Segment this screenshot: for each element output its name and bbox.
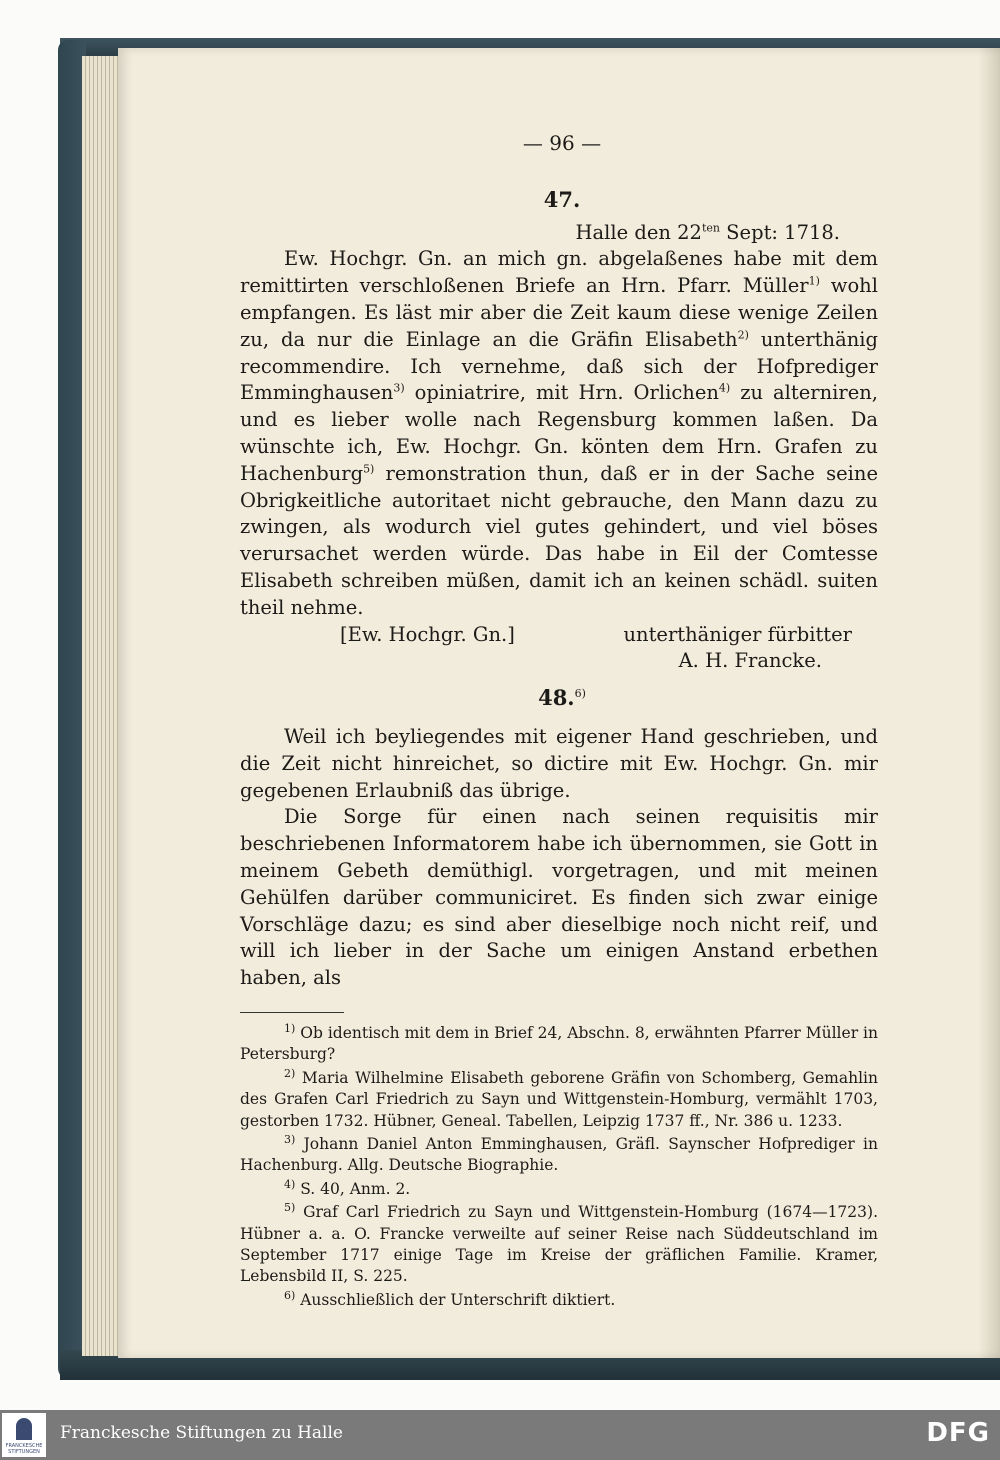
- page-shadow: [978, 48, 1000, 1358]
- footnote-mark: 6): [284, 1288, 296, 1302]
- footnote-mark: 4): [284, 1177, 296, 1191]
- page-edges: [82, 56, 122, 1356]
- footnote-mark: 3): [284, 1132, 296, 1146]
- text-segment: wohl empfangen. Es läst mir aber die Zeit kaum diese wenige Zeilen zu, da nur die Einlage an die Gräfin Elisabeth: [240, 274, 878, 351]
- letter-48-footnote-mark: 6): [574, 687, 586, 701]
- footnote-text: Graf Carl Friedrich zu Sayn und Wittgenstein-Homburg (1674—1723). Hübner a. a. O. Francke verweilte auf seiner Reise nach Süddeutschland im September 1717 einige Tage im Kreise der gräflichen Familie. Kramer, Lebensbild II, S. 225.: [240, 1203, 878, 1286]
- footnote-reference: 3): [393, 381, 405, 395]
- dfg-logo[interactable]: DFG: [926, 1418, 990, 1448]
- text-segment: unterthänig recommendire. Ich vernehme, daß sich der Hofprediger Emminghausen: [240, 327, 878, 405]
- letter-48-heading: [246, 685, 878, 712]
- footnote-text: S. 40, Anm. 2.: [295, 1179, 411, 1198]
- footnote-text: Ob identisch mit dem in Brief 24, Abschn. 8, erwähnten Pfarrer Müller in Petersburg?: [240, 1023, 878, 1064]
- footnote-mark: 1): [284, 1021, 296, 1035]
- letter-47-dateline: [240, 220, 878, 247]
- footnote: [240, 1179, 878, 1200]
- letter-47-heading: 47.: [543, 186, 581, 212]
- text-segment: opiniatrire, mit Hrn. Orlichen: [404, 381, 719, 405]
- text-segment: Ew. Hochgr. Gn. an mich gn. abgelaßenes habe mit dem remittirten verschloßenen Briefe an Hrn. Pfarr. Müller: [240, 247, 878, 298]
- footnotes: [240, 1023, 878, 1311]
- closing-formula: unterthäniger fürbitter: [623, 622, 852, 646]
- footnote-reference: 5): [363, 462, 375, 476]
- dateline-superscript: ten: [701, 221, 720, 235]
- letter-47-signature: A. H. Francke.: [678, 649, 822, 673]
- dateline-place: Halle den 22: [575, 220, 702, 244]
- page-number: — 96 —: [522, 131, 602, 155]
- letter-47-closing: [240, 622, 878, 649]
- footnote: [240, 1202, 878, 1288]
- footnote: [240, 1134, 878, 1177]
- footnote-reference: 1): [808, 274, 820, 288]
- dateline-date: Sept: 1718.: [719, 220, 840, 244]
- viewer-footer-bar: [0, 1410, 1000, 1460]
- footnote-text: Johann Daniel Anton Emminghausen, Gräfl. Saynscher Hofprediger in Hachenburg. Allg. Deutsche Biographie.: [240, 1134, 878, 1175]
- footnote-rule: [240, 1012, 344, 1013]
- letter-48-paragraph-2: Die Sorge für einen nach seinen requisitis mir beschriebenen Informatorem habe ich übernommen, sie Gott in meinem Gebeth demüthigl. vorgetragen, und mit meinen Gehülfen darüber communiciret. Es finden sich zwar einige Vorschläge dazu; es sind aber dieselbige noch nicht reif, und will ich lieber in der Sache um einigen Anstand erbethen haben, als: [240, 805, 878, 990]
- building-icon: [16, 1418, 32, 1440]
- footnote-text: Maria Wilhelmine Elisabeth geborene Gräfin von Schomberg, Gemahlin des Grafen Carl Friedrich zu Sayn und Wittgenstein-Homburg, vermählt 1703, gestorben 1732. Hübner, Geneal. Tabellen, Leipzig 1737 ff., Nr. 386 u. 1233.: [240, 1068, 878, 1130]
- footnote-reference: 2): [737, 328, 749, 342]
- footnote-mark: 5): [284, 1201, 296, 1214]
- footnote: [240, 1023, 878, 1066]
- footnote: [240, 1290, 878, 1311]
- page-content: [240, 130, 878, 1313]
- letter-48-paragraph-1: Weil ich beyliegendes mit eigener Hand geschrieben, und die Zeit nicht hinreichet, so dictire mit Ew. Hochgr. Gn. mir gegebenen Erlaubniß das übrige.: [240, 724, 878, 802]
- footnote-mark: 2): [284, 1066, 296, 1080]
- text-segment: remonstration thun, daß er in der Sache seine Obrigkeitliche autoritaet nicht gebrauche, den Mann dazu zu zwingen, als wodurch viel gutes gehindert, und viel böses verursachet werden würde. Das habe in Eil der Comtesse Elisabeth schreiben müßen, damit ich an keinen schädl. suiten theil nehme.: [240, 461, 878, 619]
- footnote: [240, 1068, 878, 1132]
- franckesche-logo[interactable]: [2, 1413, 46, 1457]
- closing-salutation: [Ew. Hochgr. Gn.]: [340, 622, 515, 646]
- footer-title: Franckesche Stiftungen zu Halle: [60, 1423, 343, 1443]
- footnote-text: Ausschließlich der Unterschrift diktiert.: [295, 1290, 616, 1309]
- letter-47-body: [240, 246, 878, 621]
- footnote-reference: 4): [718, 381, 731, 395]
- letter-48-number: 48.: [538, 685, 575, 711]
- text-segment: zu alterniren, und es lieber wolle nach Regensburg kommen laßen. Da wünschte ich, Ew. Hochgr. Gn. könten dem Hrn. Grafen zu Hachenburg: [240, 381, 878, 485]
- logo-text: FRANCKESCHE STIFTUNGEN: [5, 1443, 43, 1455]
